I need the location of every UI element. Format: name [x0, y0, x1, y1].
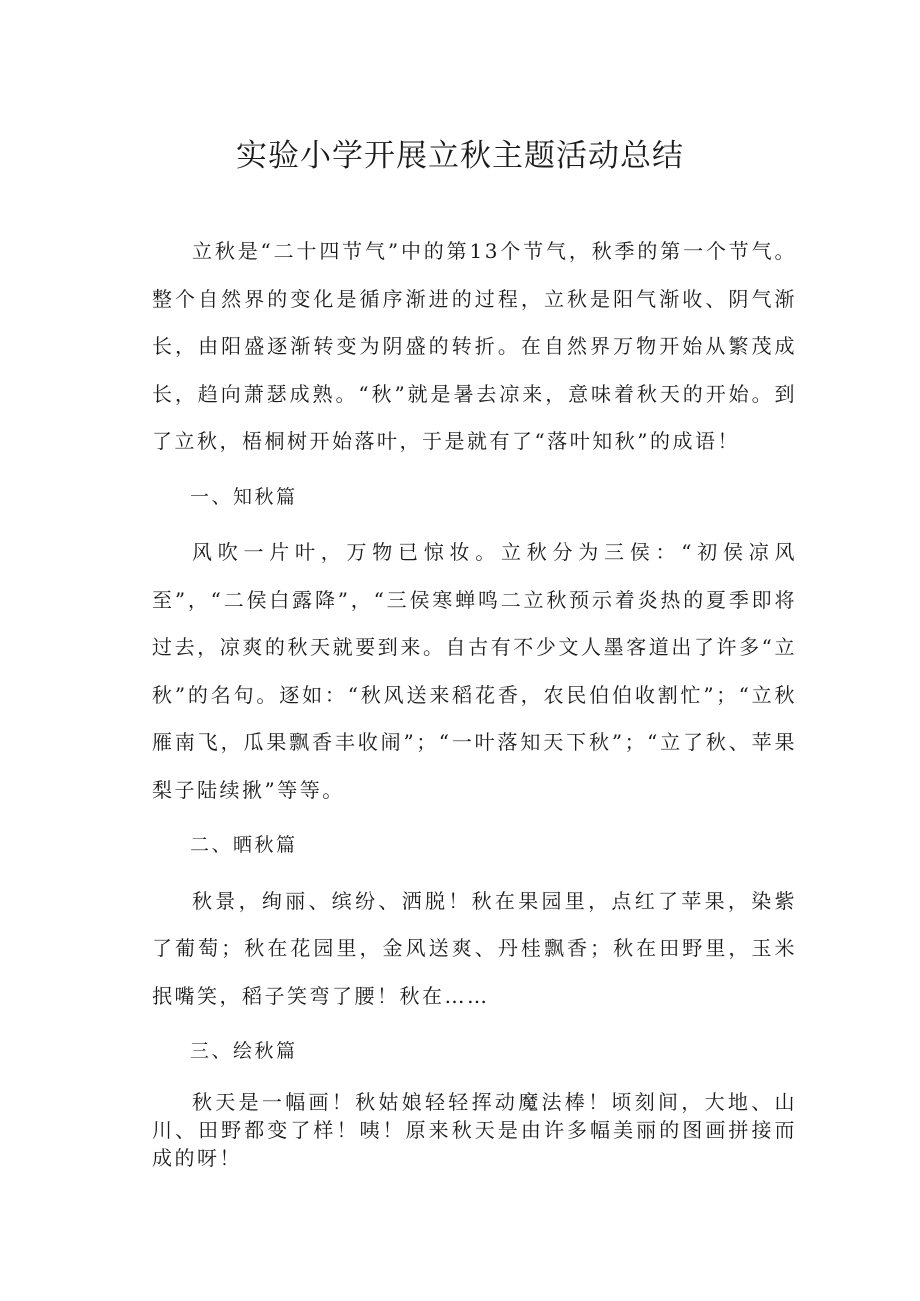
section-heading-zhiqiu: 一、知秋篇 — [190, 485, 298, 508]
section-heading-huiqiu: 三、绘秋篇 — [190, 1040, 298, 1062]
intro-paragraph: 立秋是“二十四节气”中的第13个节气，秋季的第一个节气。整个自然界的变化是循序渐进的过程，立秋是阳气渐收、阴气渐长，由阳盛逐渐转变为阴盛的转折。在自然界万物开始从繁茂成长，趋向萧瑟成熟。“秋”就是暑去凉来，意味着秋天的开始。到了立秋，梧桐树开始落叶，于是就有了“落叶知秋”的成语！ — [152, 239, 797, 453]
document-title: 实验小学开展立秋主题活动总结 — [236, 138, 684, 174]
section-heading-shaiqiu: 二、晒秋篇 — [190, 834, 298, 856]
section-paragraph-shaiqiu: 秋景，绚丽、缤纷、洒脱！秋在果园里，点红了苹果，染紫了葡萄；秋在花园里，金风送爽、丹桂飘香；秋在田野里，玉米抿嘴笑，稻子笑弯了腰！秋在…… — [152, 888, 797, 1008]
document-body — [152, 228, 797, 1180]
section-paragraph-zhiqiu: 风吹一片叶，万物已惊妆。立秋分为三侯：“初侯凉风至”，“二侯白露降”，“三侯寒蝉鸣二立秋预示着炎热的夏季即将过去，凉爽的秋天就要到来。自古有不少文人墨客道出了许多“立秋”的名句。逐如：“秋风送来稻花香，农民伯伯收割忙”；“立秋雁南飞，瓜果飘香丰收闹”；“一叶落知天下秋”；“立了秋、苹果梨子陆续揪”等等。 — [152, 540, 797, 802]
section-paragraph-huiqiu: 秋天是一幅画！秋姑娘轻轻挥动魔法棒！顷刻间，大地、山川、田野都变了样！咦！原来秋天是由许多幅美丽的图画拼接而成的呀！ — [152, 1089, 797, 1170]
